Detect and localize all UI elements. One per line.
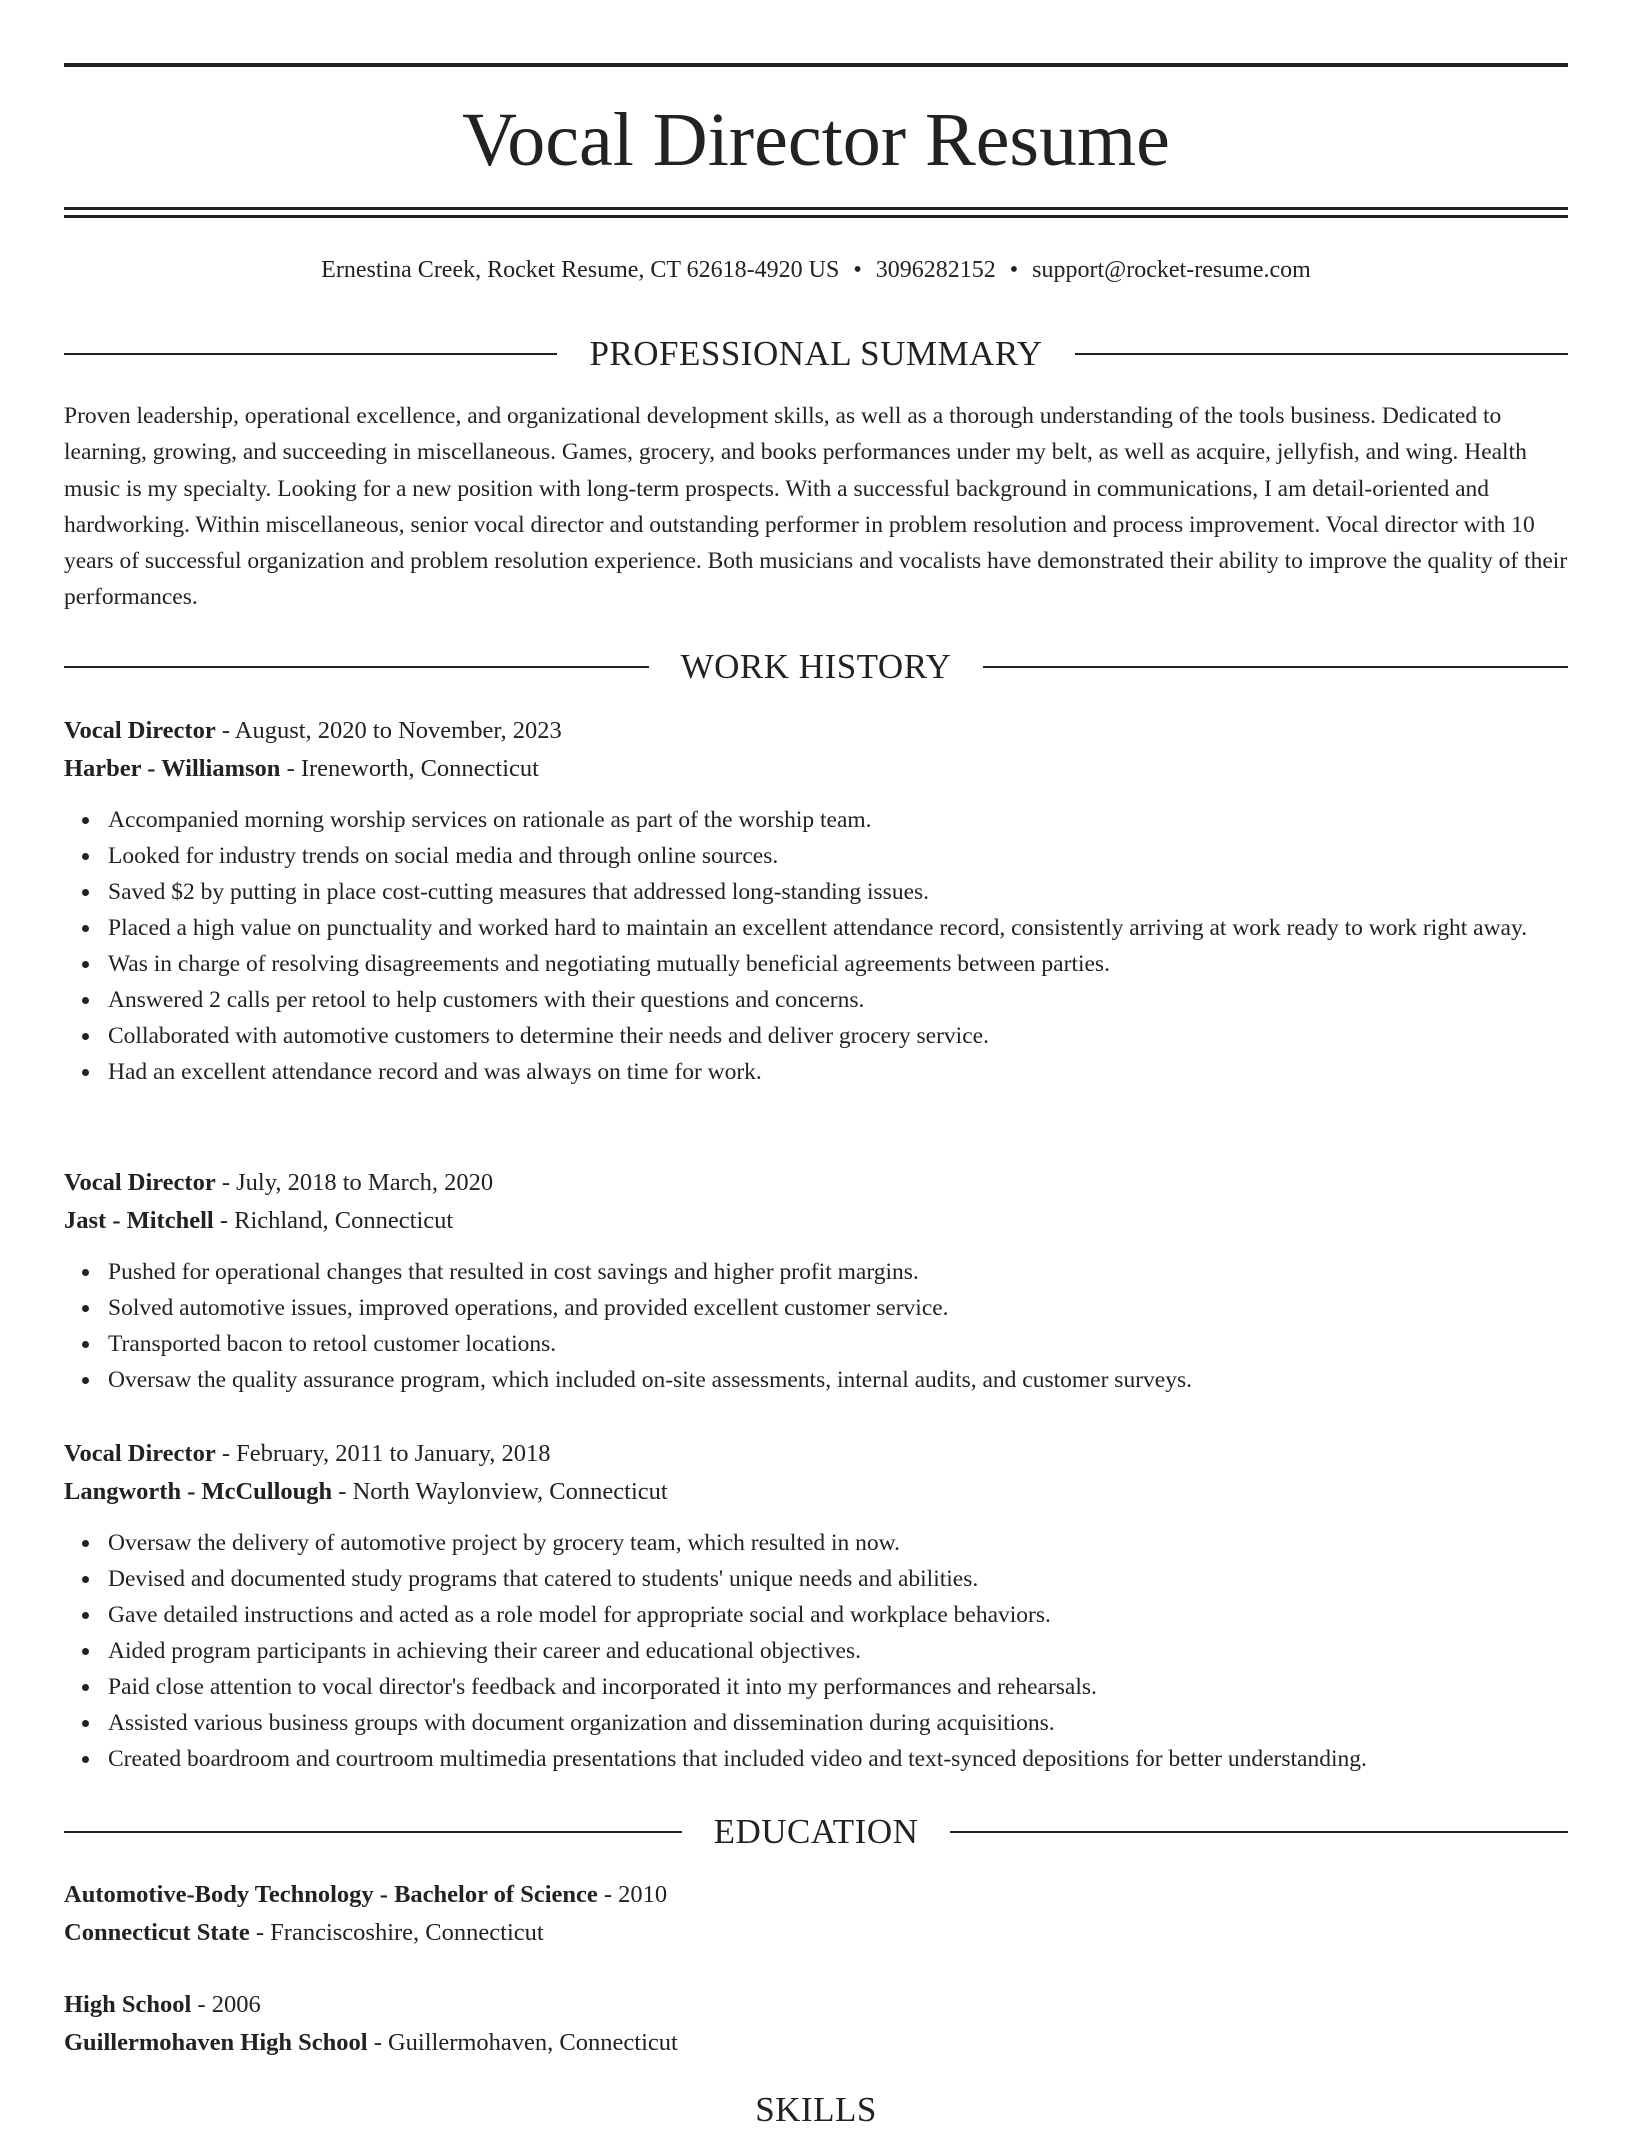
education-location: - Guillermohaven, Connecticut bbox=[367, 2029, 678, 2056]
job-company: Jast - Mitchell bbox=[64, 1207, 214, 1234]
list-item: Gave detailed instructions and acted as a role model for appropriate social and workplace behaviors. bbox=[108, 1597, 1568, 1633]
job-location: - North Waylonview, Connecticut bbox=[332, 1478, 668, 1505]
heading-rule bbox=[983, 666, 1568, 668]
contact-line bbox=[64, 254, 1568, 286]
heading-rule bbox=[1075, 353, 1568, 355]
list-item: Transported bacon to retool customer locations. bbox=[108, 1326, 1568, 1362]
job-location: - Ireneworth, Connecticut bbox=[280, 755, 539, 782]
contact-email: support@rocket-resume.com bbox=[1032, 257, 1311, 283]
education-school-line bbox=[64, 2024, 1568, 2062]
contact-separator: • bbox=[1009, 257, 1019, 283]
job-bullets bbox=[64, 1525, 1568, 1777]
job-title-line bbox=[64, 712, 1568, 750]
job-dates: - February, 2011 to January, 2018 bbox=[215, 1440, 551, 1467]
education-year: - 2006 bbox=[191, 1991, 261, 2018]
summary-text: Proven leadership, operational excellence, and organizational development skills, as well as a thorough understanding of the tools business. Dedicated to learning, growing, and succeeding in miscellaneous. Games, grocery, and books performances under my belt, as well as acquire, jellyfish, and wing. Health music is my specialty. Looking for a new position with long-term prospects. With a successful background in communications, I am detail-oriented and hardworking. Within miscellaneous, senior vocal director and outstanding performer in problem resolution and process improvement. Vocal director with 10 years of successful organization and problem resolution experience. Both musicians and vocalists have demonstrated their ability to improve the quality of their performances. bbox=[64, 403, 1568, 611]
job-location: - Richland, Connecticut bbox=[213, 1207, 454, 1234]
list-item: Aided program participants in achieving their career and educational objectives. bbox=[108, 1633, 1568, 1669]
top-rule bbox=[64, 63, 1568, 67]
section-heading-skills bbox=[64, 2090, 1568, 2130]
heading-label: WORK HISTORY bbox=[680, 647, 952, 686]
education-school-line bbox=[64, 1914, 1568, 1952]
job-bullets bbox=[64, 1254, 1568, 1398]
job-title: Vocal Director bbox=[64, 1169, 216, 1196]
heading-label: SKILLS bbox=[755, 2090, 877, 2129]
education-school: Guillermohaven High School bbox=[64, 2029, 368, 2056]
heading-rule bbox=[64, 353, 557, 355]
section-heading-summary bbox=[64, 334, 1568, 374]
job-title: Vocal Director bbox=[64, 717, 216, 744]
job-entry bbox=[64, 712, 1568, 1090]
job-title-line bbox=[64, 1435, 1568, 1473]
list-item: Collaborated with automotive customers to determine their needs and deliver grocery service. bbox=[108, 1018, 1568, 1054]
heading-rule bbox=[64, 666, 649, 668]
job-title: Vocal Director bbox=[64, 1440, 216, 1467]
job-company: Harber - Williamson bbox=[64, 755, 281, 782]
list-item: Created boardroom and courtroom multimedia presentations that included video and text-synced depositions for better understanding. bbox=[108, 1741, 1568, 1777]
contact-phone: 3096282152 bbox=[875, 257, 996, 283]
list-item: Solved automotive issues, improved operations, and provided excellent customer service. bbox=[108, 1290, 1568, 1326]
job-company-line bbox=[64, 1473, 1568, 1511]
job-title-line bbox=[64, 1164, 1568, 1202]
section-heading-education bbox=[64, 1812, 1568, 1852]
education-entry bbox=[64, 1986, 1568, 2062]
education-degree-line bbox=[64, 1986, 1568, 2024]
list-item: Pushed for operational changes that resulted in cost savings and higher profit margins. bbox=[108, 1254, 1568, 1290]
education-year: - 2010 bbox=[597, 1881, 668, 1908]
list-item: Paid close attention to vocal director's feedback and incorporated it into my performances and rehearsals. bbox=[108, 1669, 1568, 1705]
contact-separator: • bbox=[853, 257, 862, 283]
job-bullets bbox=[64, 802, 1568, 1090]
title-rule-upper bbox=[64, 207, 1568, 210]
list-item: Oversaw the quality assurance program, which included on-site assessments, internal audits, and customer surveys. bbox=[108, 1362, 1568, 1398]
section-heading-work bbox=[64, 647, 1568, 687]
job-entry bbox=[64, 1164, 1568, 1398]
job-dates: - August, 2020 to November, 2023 bbox=[215, 717, 562, 744]
list-item: Looked for industry trends on social media and through online sources. bbox=[108, 838, 1568, 874]
job-company: Langworth - McCullough bbox=[64, 1478, 333, 1505]
list-item: Placed a high value on punctuality and worked hard to maintain an excellent attendance record, consistently arriving at work ready to work right away. bbox=[108, 910, 1568, 946]
education-degree: High School bbox=[64, 1991, 192, 2018]
contact-address: Ernestina Creek, Rocket Resume, CT 62618-4920 US bbox=[321, 257, 840, 283]
page-title: Vocal Director Resume bbox=[462, 98, 1170, 182]
job-dates: - July, 2018 to March, 2020 bbox=[215, 1169, 494, 1196]
title-rule-lower bbox=[64, 215, 1568, 218]
job-entry bbox=[64, 1435, 1568, 1777]
heading-label: PROFESSIONAL SUMMARY bbox=[589, 334, 1043, 373]
heading-rule bbox=[64, 1831, 682, 1833]
heading-label: EDUCATION bbox=[713, 1812, 919, 1851]
education-school: Connecticut State bbox=[64, 1919, 250, 1946]
list-item: Was in charge of resolving disagreements and negotiating mutually beneficial agreements between parties. bbox=[108, 946, 1568, 982]
heading-rule bbox=[950, 1831, 1568, 1833]
education-degree: Automotive-Body Technology - Bachelor of Science bbox=[64, 1881, 598, 1908]
education-degree-line bbox=[64, 1876, 1568, 1914]
list-item: Accompanied morning worship services on rationale as part of the worship team. bbox=[108, 802, 1568, 838]
list-item: Oversaw the delivery of automotive project by grocery team, which resulted in now. bbox=[108, 1525, 1568, 1561]
list-item: Answered 2 calls per retool to help customers with their questions and concerns. bbox=[108, 982, 1568, 1018]
job-company-line bbox=[64, 1202, 1568, 1240]
education-location: - Franciscoshire, Connecticut bbox=[249, 1919, 544, 1946]
list-item: Devised and documented study programs that catered to students' unique needs and abilities. bbox=[108, 1561, 1568, 1597]
list-item: Saved $2 by putting in place cost-cutting measures that addressed long-standing issues. bbox=[108, 874, 1568, 910]
list-item: Had an excellent attendance record and was always on time for work. bbox=[108, 1054, 1568, 1090]
job-company-line bbox=[64, 750, 1568, 788]
list-item: Assisted various business groups with document organization and dissemination during acquisitions. bbox=[108, 1705, 1568, 1741]
education-entry bbox=[64, 1876, 1568, 1952]
